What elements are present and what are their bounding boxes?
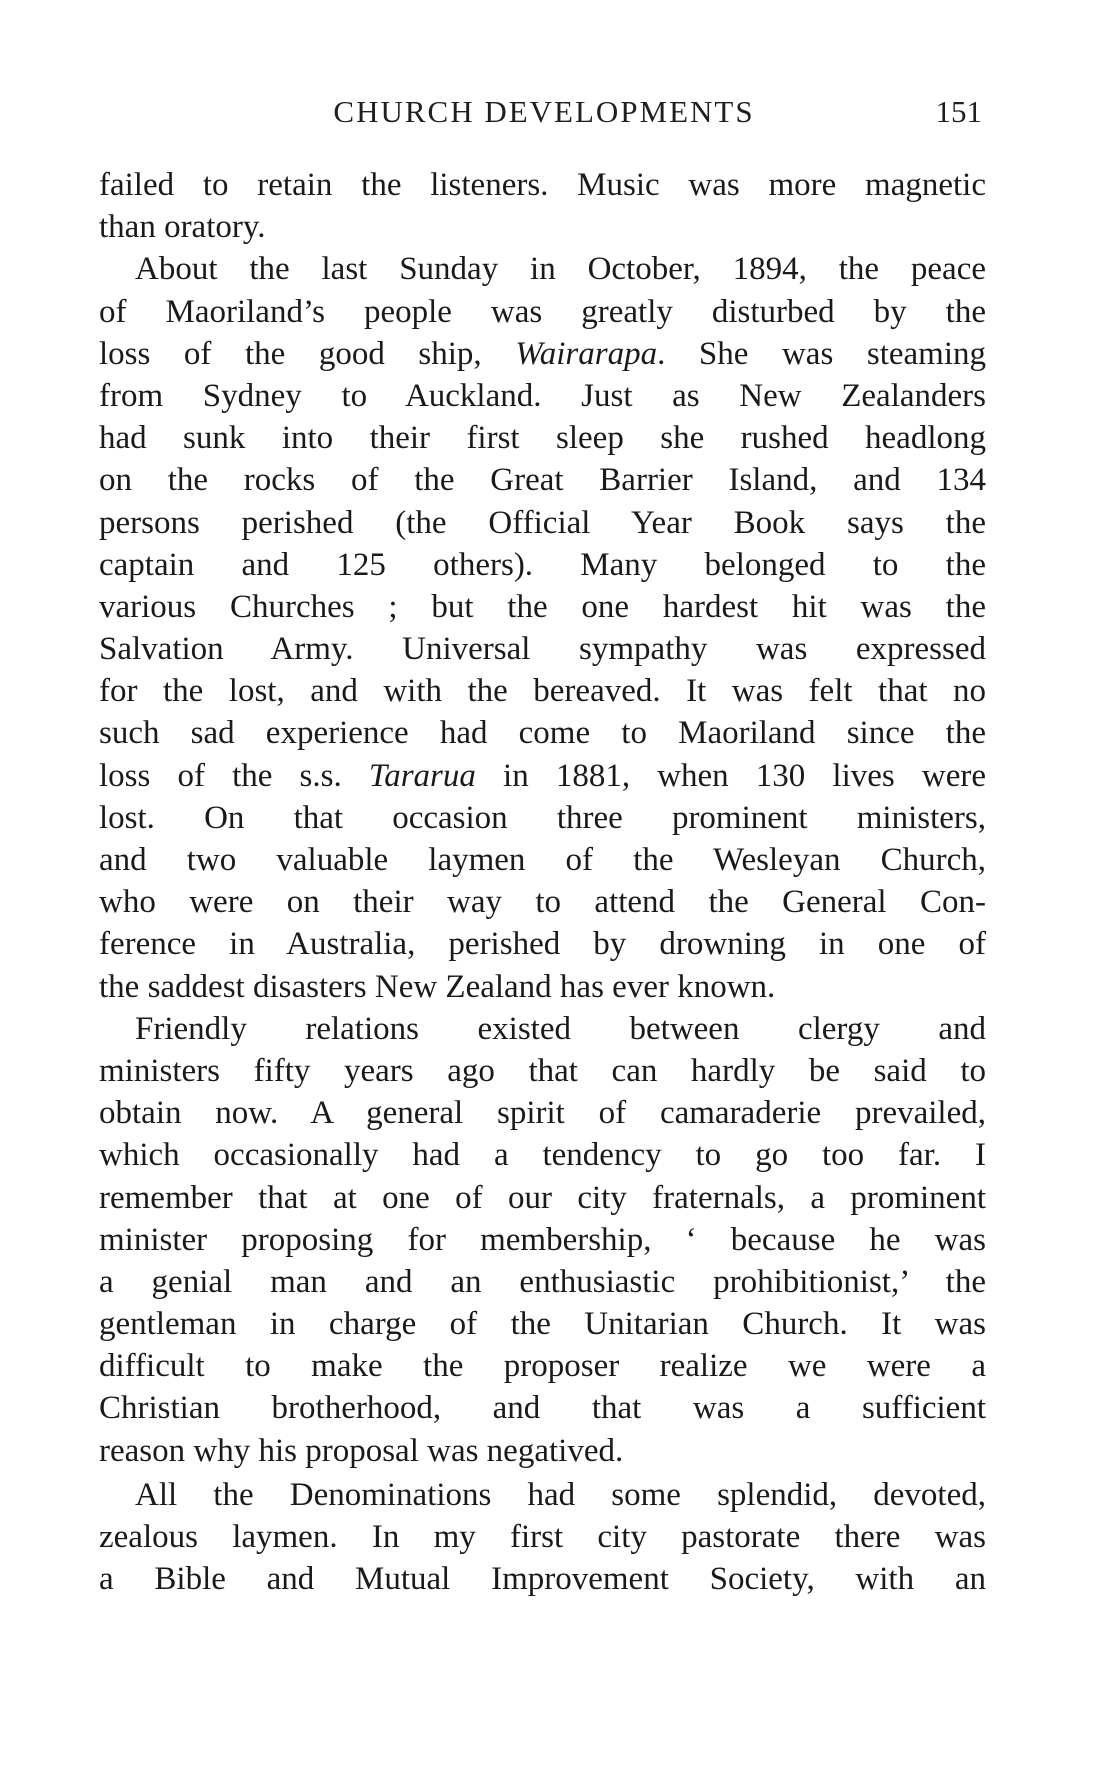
text-line: minister proposing for membership, ‘ because he was [99,1221,986,1258]
ship-name-italic: Tararua [368,757,476,794]
text-line: and two valuable laymen of the Wesleyan Church, [99,842,986,878]
text-line: gentleman in charge of the Unitarian Church. It was [99,1306,986,1343]
text-line: remember that at one of our city fraternals, a prominent [99,1179,986,1216]
text-line: ministers fifty years ago that can hardly be said to [99,1052,986,1089]
text-line: difficult to make the proposer realize we were a [99,1348,986,1385]
text-line: such sad experience had come to Maoriland since the [99,715,986,752]
running-head [98,92,990,136]
ship-name-italic: Wairarapa [515,335,658,372]
paragraph-first-line: Friendly relations existed between clergy and [135,1010,986,1047]
text-line: a Bible and Mutual Improvement Society, with an [99,1561,986,1598]
text-line: from Sydney to Auckland. Just as New Zealanders [99,377,986,414]
text-line: who were on their way to attend the General Con- [99,884,986,921]
text-line: had sunk into their first sleep she rushed headlong [99,420,986,457]
text-line: for the lost, and with the bereaved. It was felt that no [99,673,986,710]
page-number: 151 [935,94,982,129]
body-text [99,164,986,1600]
text-line: which occasionally had a tendency to go too far. I [99,1137,986,1174]
text-line: loss of the good ship, Wairarapa. She was steaming [99,335,987,372]
paragraph-first-line: About the last Sunday in October, 1894, the peace [135,251,986,288]
text-line: ference in Australia, perished by drowning in one of [99,926,986,963]
text-line: lost. On that occasion three prominent ministers, [99,799,986,836]
text-line: captain and 125 others). Many belonged to the [99,546,986,583]
text-line: reason why his proposal was negatived. [99,1432,624,1469]
text-line: Salvation Army. Universal sympathy was expressed [99,631,986,668]
text-line: loss of the s.s. Tararua in 1881, when 130 lives were [99,757,987,794]
running-title: CHURCH DEVELOPMENTS [333,94,755,129]
text-line: Christian brotherhood, and that was a sufficient [99,1390,986,1427]
text-line: zealous laymen. In my first city pastorate there was [99,1519,986,1555]
text-line: the saddest disasters New Zealand has ever known. [99,968,776,1005]
text-line: on the rocks of the Great Barrier Island, and 134 [99,462,986,499]
text-line: a genial man and an enthusiastic prohibitionist,’ the [99,1263,986,1300]
text-line: failed to retain the listeners. Music was more magnetic [99,167,986,203]
text-line: than oratory. [99,209,266,246]
text-line: persons perished (the Official Year Book says the [99,504,986,541]
text-line: obtain now. A general spirit of camaraderie prevailed, [99,1095,986,1132]
text-line: of Maoriland’s people was greatly disturbed by the [99,293,986,330]
text-line: various Churches ; but the one hardest hit was the [99,588,986,625]
paragraph-first-line: All the Denominations had some splendid, devoted, [135,1476,986,1513]
